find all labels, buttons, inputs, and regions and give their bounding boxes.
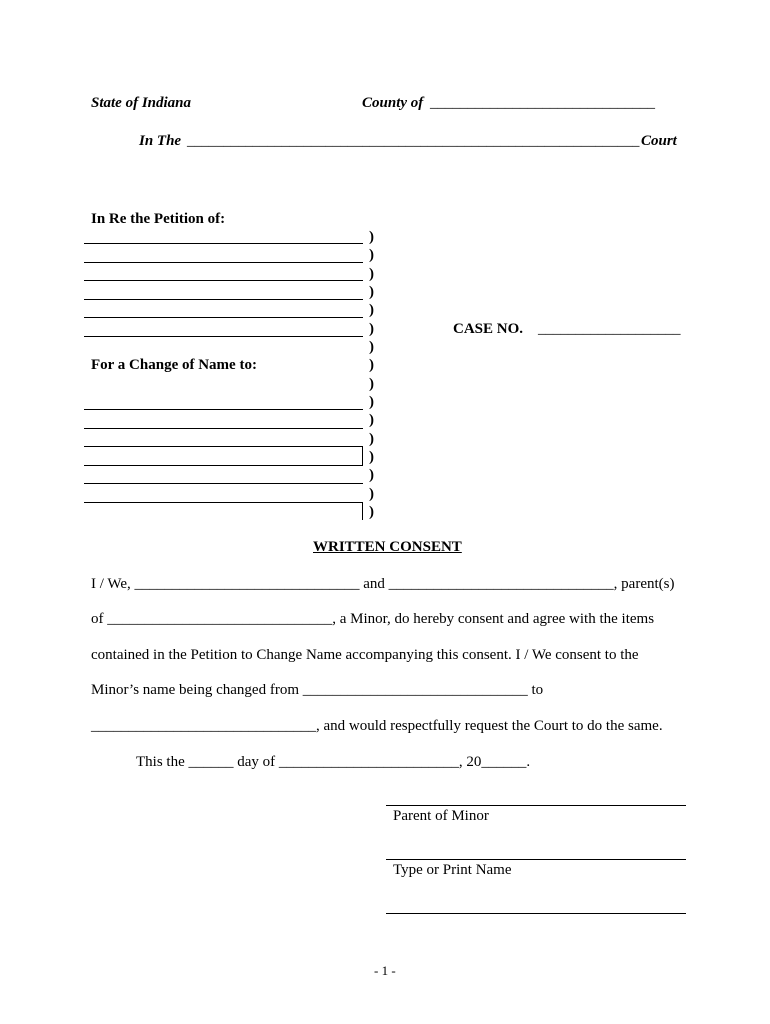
case-no-blank[interactable]: ___________________ (538, 321, 681, 337)
new-name-line[interactable] (84, 502, 363, 503)
caption-paren: ) (369, 376, 374, 392)
state-label: State of Indiana (91, 95, 192, 111)
extra-signature-line[interactable] (386, 913, 686, 914)
field-border (362, 502, 363, 520)
caption-paren: ) (369, 467, 374, 483)
caption-paren: ) (369, 266, 374, 282)
caption-paren: ) (369, 412, 374, 428)
petition-of-label: In Re the Petition of: (91, 211, 226, 227)
field-border (362, 447, 363, 465)
caption-paren: ) (369, 247, 374, 263)
in-the-label: In The (139, 133, 182, 149)
page-number: - 1 - (374, 963, 396, 978)
consent-line-5: ______________________________, and would respectfully request the Court to do the same. (91, 718, 663, 734)
caption-paren: ) (369, 431, 374, 447)
new-name-line[interactable] (84, 446, 363, 447)
caption-paren: ) (369, 394, 374, 410)
case-no-label: CASE NO. (453, 321, 524, 337)
print-name-line[interactable] (386, 859, 686, 860)
new-name-line[interactable] (84, 409, 363, 410)
petitioner-line[interactable] (84, 243, 363, 244)
new-name-line[interactable] (84, 465, 363, 466)
court-blank[interactable]: ______________________________________________________________ (187, 133, 640, 149)
parent-of-minor-label: Parent of Minor (393, 808, 489, 824)
document-title: WRITTEN CONSENT (313, 539, 462, 555)
caption-paren: ) (369, 321, 374, 337)
consent-line-1: I / We, ______________________________ and ______________________________, parent(s) (91, 576, 675, 592)
caption-paren: ) (369, 449, 374, 465)
date-line: This the ______ day of ________________________, 20______. (136, 754, 531, 770)
caption-paren: ) (369, 339, 374, 355)
petitioner-line[interactable] (84, 317, 363, 318)
petitioner-line[interactable] (84, 262, 363, 263)
petitioner-line[interactable] (84, 280, 363, 281)
change-to-label: For a Change of Name to: (91, 357, 257, 373)
caption-paren: ) (369, 229, 374, 245)
caption-paren: ) (369, 302, 374, 318)
county-blank[interactable]: ______________________________ (430, 95, 655, 111)
caption-paren: ) (369, 284, 374, 300)
caption-paren: ) (369, 504, 374, 520)
type-print-name-label: Type or Print Name (393, 862, 512, 878)
petitioner-line[interactable] (84, 299, 363, 300)
new-name-line[interactable] (84, 483, 363, 484)
consent-line-4: Minor’s name being changed from ______________________________ to (91, 682, 544, 698)
court-label: Court (641, 133, 677, 149)
consent-line-3: contained in the Petition to Change Name accompanying this consent. I / We consent to the (91, 647, 639, 663)
county-label: County of (362, 95, 424, 111)
new-name-line[interactable] (84, 428, 363, 429)
petitioner-line[interactable] (84, 336, 363, 337)
caption-paren: ) (369, 486, 374, 502)
parent-signature-line[interactable] (386, 805, 686, 806)
caption-paren: ) (369, 357, 374, 373)
consent-line-2: of ______________________________, a Minor, do hereby consent and agree with the items (91, 611, 655, 627)
